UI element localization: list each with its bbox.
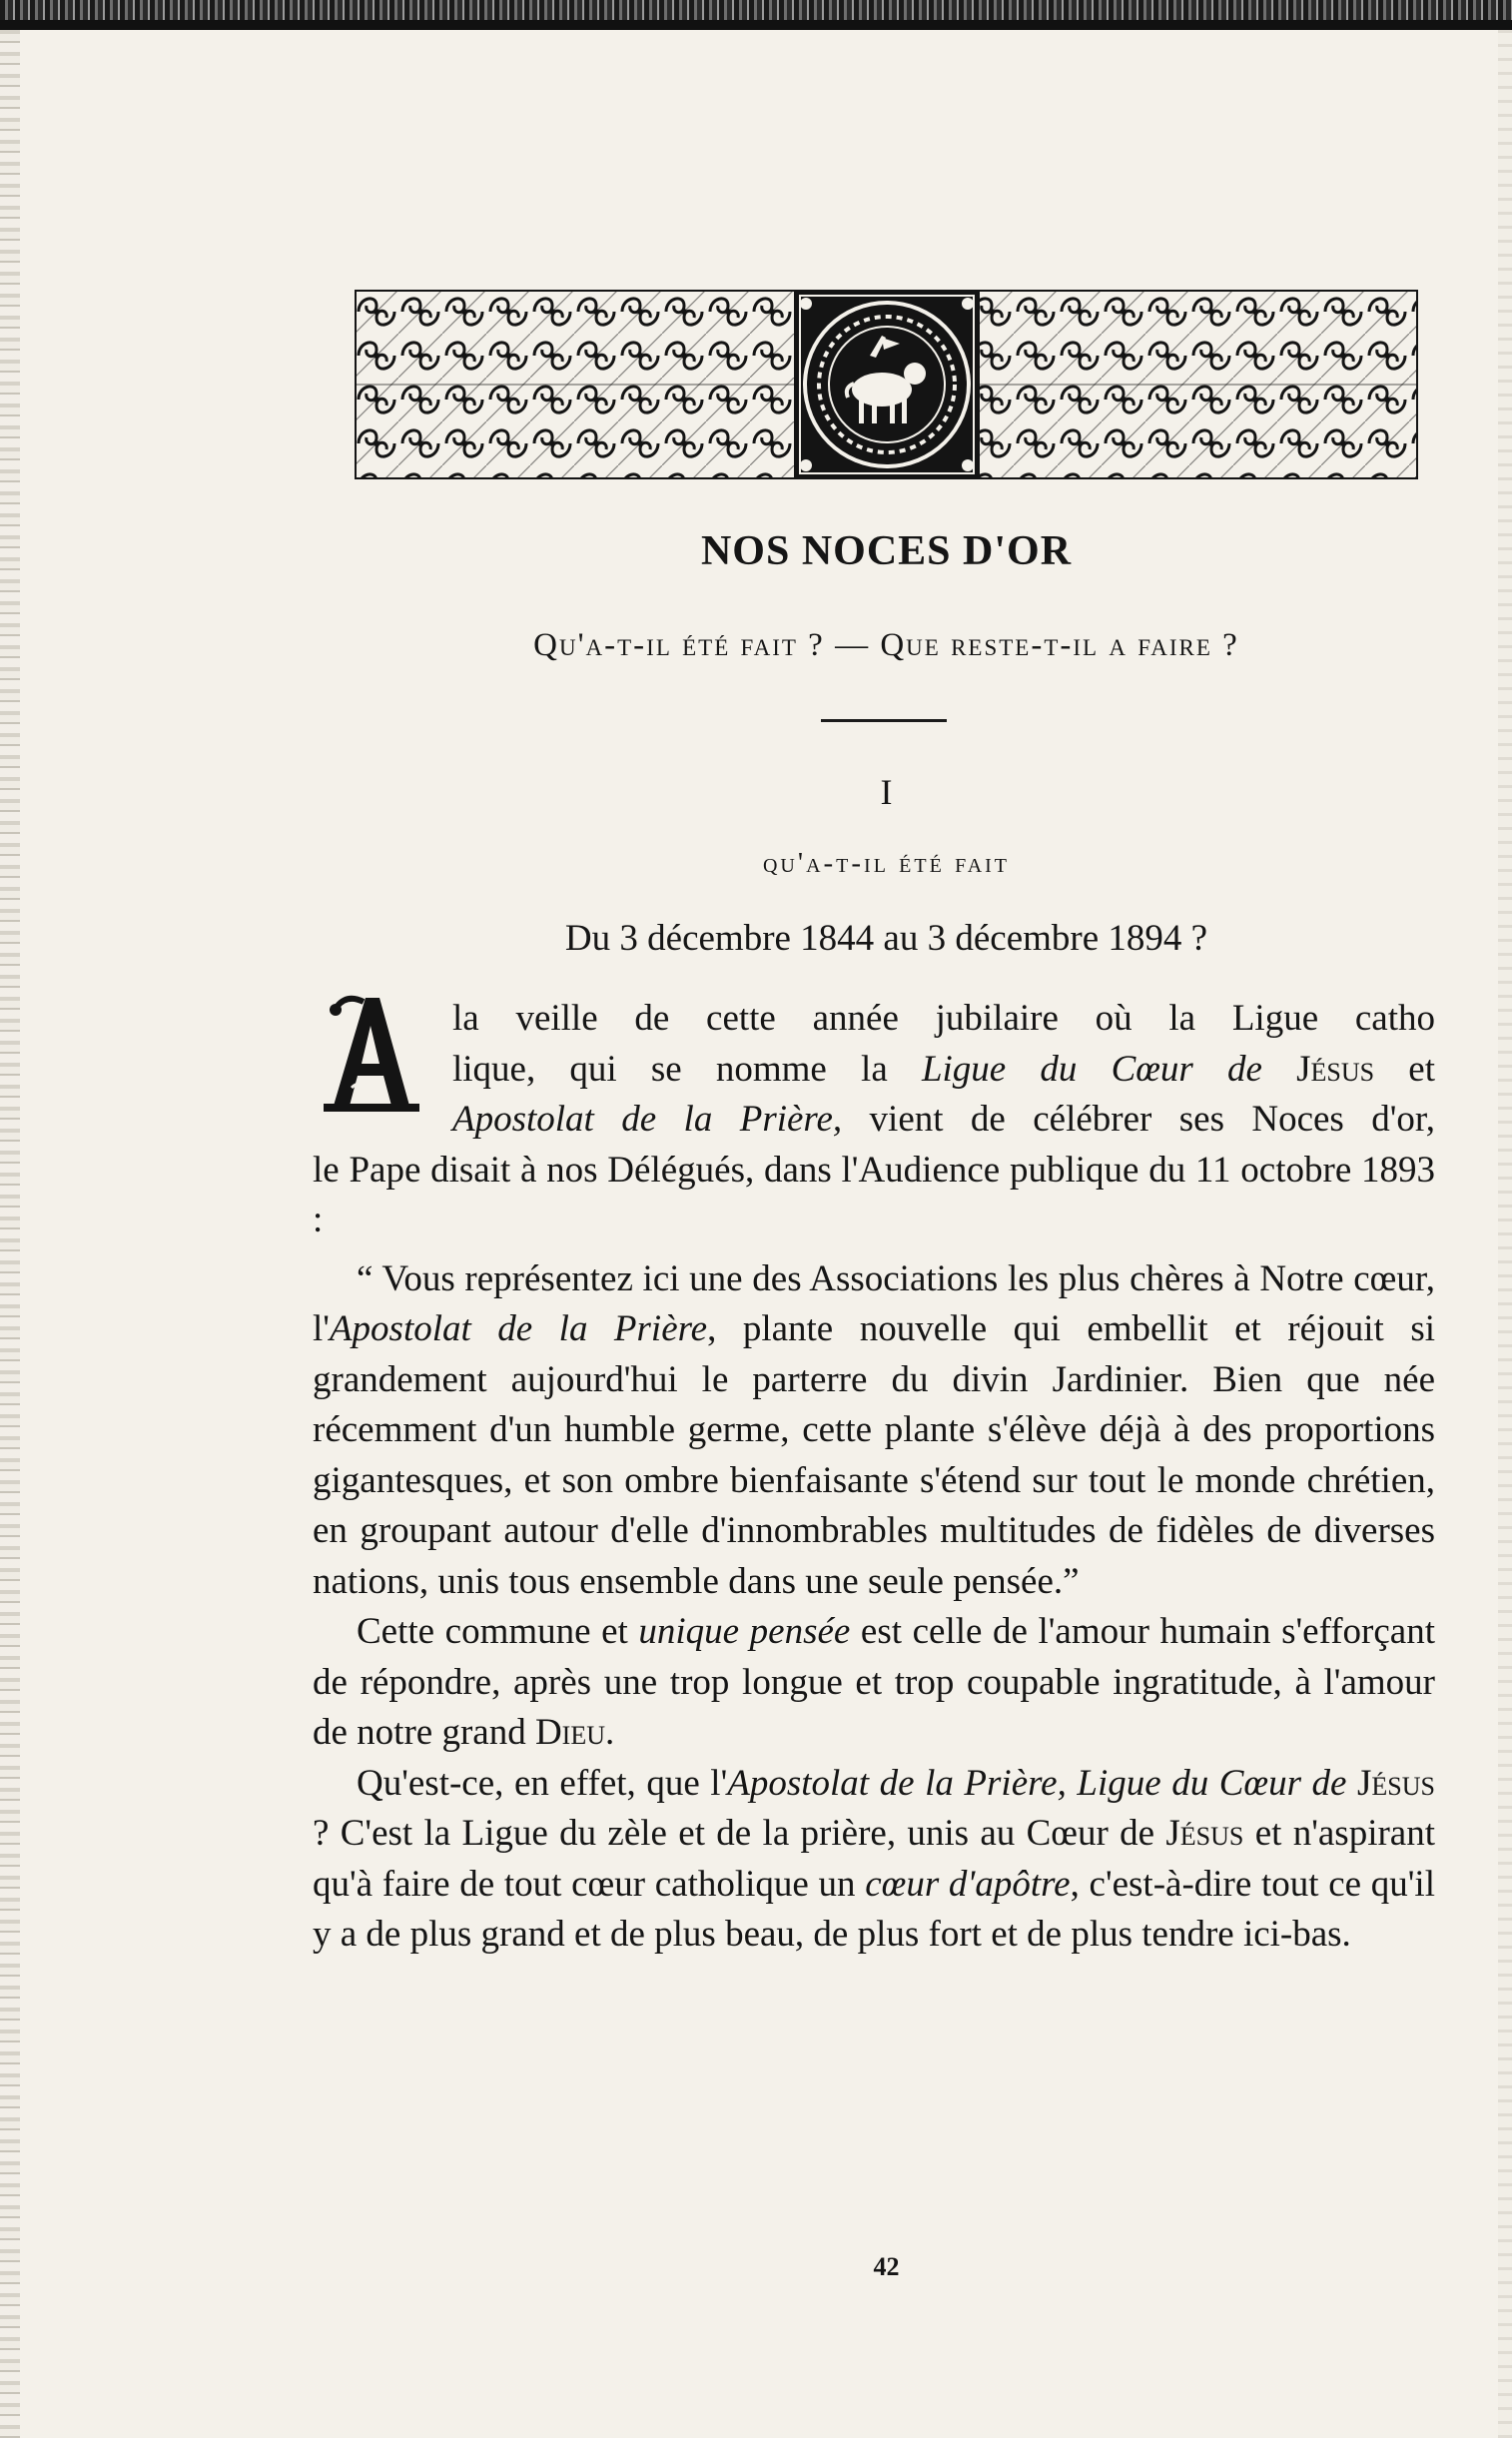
p3-text-e: . [605, 1712, 615, 1753]
p3-text-c: est celle de l'amour humain s'efforçant de répondre, après une trop longue et trop coupable ingratitude, à l'amour de notre grand [313, 1611, 1435, 1753]
p1-line3 [313, 1095, 1435, 1146]
p3-dieu: Dieu [534, 1712, 605, 1753]
p1-line2-text: lique, qui se nomme la [452, 1048, 922, 1090]
date-line: Du 3 décembre 1844 au 3 décembre 1894 ? [564, 918, 1208, 959]
p2-text-a: “ Vous représentez ici une des Associations les plus chères à Notre cœur, l' [313, 1257, 1435, 1349]
p3-italic: unique pensée [638, 1611, 851, 1652]
section-numeral: I [880, 772, 893, 812]
ornamental-headpiece [355, 290, 1418, 479]
p1-line1: la veille de cette année jubilaire où la Ligue catho [452, 998, 1435, 1039]
p4-italic-g: cœur d'apôtre [865, 1863, 1071, 1905]
paragraph-3 [313, 1607, 1435, 1759]
paragraph-1-rest: le Pape disait à nos Délégués, dans l'Audience publique du 11 octobre 1893 : [313, 1149, 1435, 1240]
p4-jesus-1: Jésus [1346, 1762, 1435, 1804]
p1-line2-italic: Ligue du Cœur de [921, 1048, 1262, 1090]
scan-left-edge [0, 30, 20, 2438]
scan-right-edge [1498, 30, 1512, 2438]
p2-italic: Apostolat de la Prière [329, 1308, 708, 1349]
p2-text-c: , plante nouvelle qui embellit et réjouit si grandement aujourd'hui le parterre du divin Jardinier. Bien que née récemment d'un humble germe, cette plante s'élève déjà à des proportions gigantesques, et son ombre bienfaisante s'étend sur tout le monde chrétien, en groupant autour d'elle d'innombrables multitudes de fidèles de diverses nations, unis tous ensemble dans une seule pensée.” [313, 1308, 1435, 1602]
page-title: NOS NOCES D'OR [700, 528, 1073, 574]
p1-line3-italic: Apostolat de la Prière, [452, 1099, 843, 1140]
p1-line2-end: et [1374, 1048, 1436, 1090]
p3-text-a: Cette commune et [357, 1611, 639, 1652]
p1-line3-text: vient de célébrer ses Noces d'or, [842, 1099, 1435, 1140]
p1-line2-jesus: Jésus [1261, 1048, 1375, 1090]
p1-line2 [313, 1045, 1435, 1096]
p4-text-f: et n'aspirant qu'à faire de tout cœur catholique un [313, 1813, 1435, 1905]
paragraph-1 [313, 994, 1435, 1146]
p4-text-h: , c'est-à-dire tout ce qu'il y a de plus grand et de plus beau, de plus fort et de plus tendre ici-bas. [313, 1863, 1435, 1955]
p4-text-d: ? C'est la Ligue du zèle et de la prière, unis au Cœur de [313, 1813, 1166, 1854]
body-text [313, 994, 1435, 1961]
p4-italic-b: Apostolat de la Prière, Ligue du Cœur de [727, 1762, 1347, 1804]
p4-text-a: Qu'est-ce, en effet, que l' [357, 1762, 728, 1804]
p4-jesus-2: Jésus [1165, 1813, 1244, 1854]
title-rule [821, 719, 947, 722]
paragraph-2-quote [313, 1254, 1435, 1608]
section-title: qu'a-t-il été fait [762, 847, 1011, 879]
page-number: 42 [873, 2252, 900, 2281]
page-subtitle: Qu'a-t-il été fait ? — Que reste-t-il a faire ? [533, 627, 1239, 663]
paragraph-4 [313, 1759, 1435, 1961]
scan-top-border [0, 0, 1512, 30]
